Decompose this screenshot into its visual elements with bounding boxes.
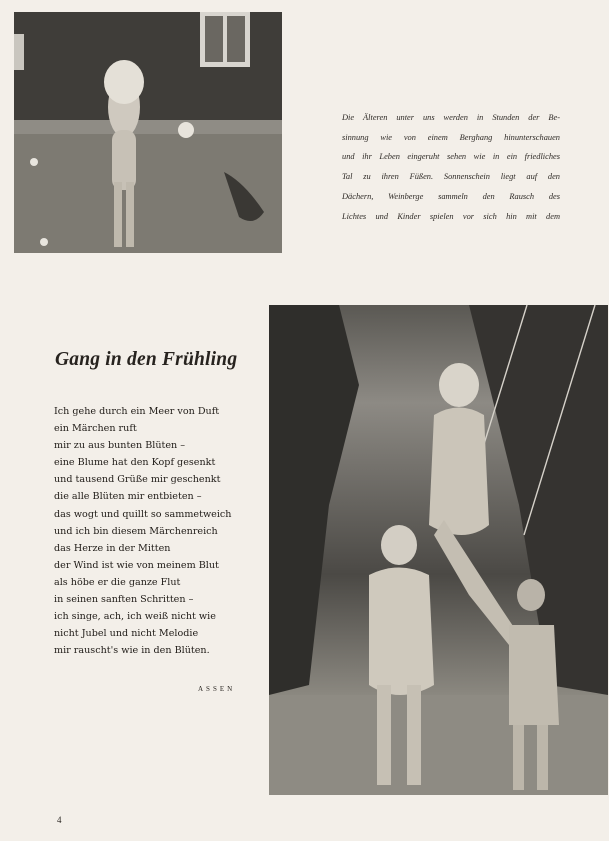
poem-line: nicht Jubel und nicht Melodie [54, 628, 199, 640]
poem-title: Gang in den Frühling [55, 349, 238, 370]
poem-line: eine Blume hat den Kopf gesenkt [54, 457, 216, 469]
page-number: 4 [57, 815, 62, 825]
poem-line: ich singe, ach, ich weiß nicht wie [54, 611, 216, 623]
poem-line: und tausend Grüße mir geschenkt [54, 474, 221, 486]
poem-line: mir zu aus bunten Blüten – [54, 440, 186, 452]
poem-line: der Wind ist wie von meinem Blut [54, 559, 219, 571]
intro-line: Lichtes und Kinder spielen vor sich hin mit dem [342, 211, 560, 221]
intro-line: und ihr Leben eingeruht sehen wie in ein friedliches [342, 152, 560, 162]
poem-line: in seinen sanften Schritten – [54, 594, 194, 606]
poem-line: das wogt und quillt so sammetweich [54, 508, 232, 520]
poem-line: Ich gehe durch ein Meer von Duft [54, 406, 220, 417]
poem-body [54, 403, 254, 659]
intro-line: Dächern, Weinberge sammeln den Rausch des [342, 191, 560, 201]
poem-line: als höbe er die ganze Flut [54, 576, 181, 588]
photo-child-in-garden [14, 12, 282, 253]
poem-line: und ich bin diesem Märchenreich [54, 525, 218, 537]
intro-line: Tal zu ihren Füßen. Sonnenschein liegt auf den [342, 172, 560, 182]
poem-line: ein Märchen ruft [54, 423, 137, 435]
poem-author: ASSEN [198, 685, 236, 693]
intro-paragraph [342, 108, 560, 226]
intro-line: sinnung wie von einem Berghang hinunterschauen [342, 132, 560, 142]
photo-child-in-garden-image [14, 12, 282, 253]
poem-line: die alle Blüten mir entbieten – [54, 491, 202, 503]
poem-line: das Herze in der Mitten [54, 542, 171, 554]
photo-children-at-swing [269, 305, 608, 795]
poem-line: mir rauscht's wie in den Blüten. [54, 645, 210, 657]
intro-line: Die Älteren unter uns werden in Stunden der Be- [342, 113, 560, 122]
photo-children-at-swing-image [269, 305, 608, 795]
